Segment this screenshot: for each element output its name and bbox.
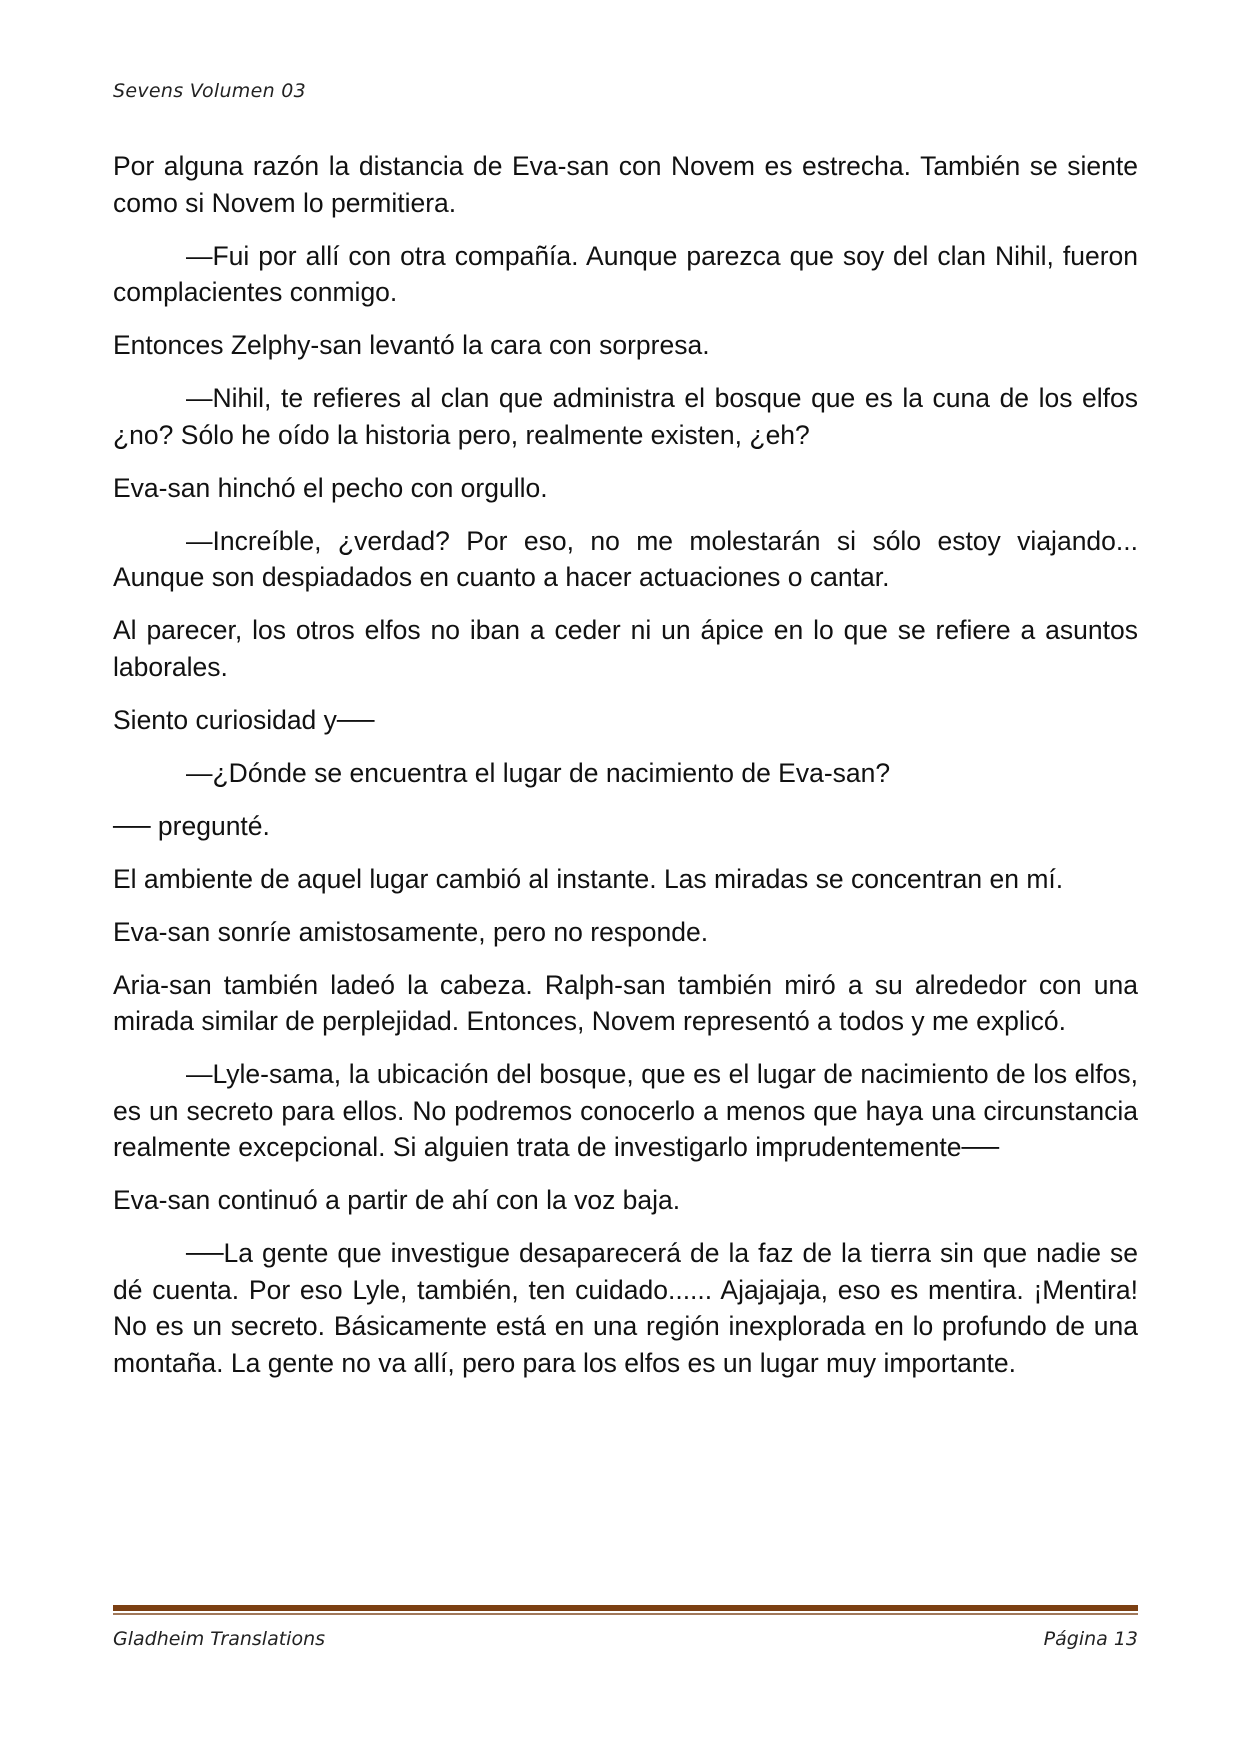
paragraph: Por alguna razón la distancia de Eva-san con Novem es estrecha. También se siente como si Novem lo permitiera. <box>113 151 1138 218</box>
footer-rule-thick <box>113 1605 1138 1611</box>
dialogue-paragraph: —Lyle-sama, la ubicación del bosque, que es el lugar de nacimiento de los elfos, es un secreto para ellos. No podremos conocerlo a menos que haya una circunstancia realmente excepcional. Si alguien trata de investigarlo imprudentemente── <box>113 1059 1138 1162</box>
paragraph: Al parecer, los otros elfos no iban a ceder ni un ápice en lo que se refiere a asuntos laborales. <box>113 615 1138 682</box>
dialogue-paragraph: —Nihil, te refieres al clan que administra el bosque que es la cuna de los elfos ¿no? Sólo he oído la historia pero, realmente existen, ¿eh? <box>113 383 1138 450</box>
paragraph: Eva-san continuó a partir de ahí con la voz baja. <box>113 1185 681 1215</box>
paragraph: ── pregunté. <box>113 810 270 841</box>
dialogue-paragraph: —¿Dónde se encuentra el lugar de nacimiento de Eva-san? <box>186 757 891 788</box>
running-footer <box>113 1628 1138 1650</box>
paragraph: Eva-san sonríe amistosamente, pero no responde. <box>113 916 709 947</box>
paragraph: Aria-san también ladeó la cabeza. Ralph-san también miró a su alrededor con una mirada similar de perplejidad. Entonces, Novem representó a todos y me explicó. <box>113 969 1138 1036</box>
paragraph: Siento curiosidad y── <box>113 704 375 735</box>
page-number: Página 13 <box>1043 1628 1138 1650</box>
paragraph: Entonces Zelphy-san levantó la cara con sorpresa. <box>113 330 710 360</box>
page-body <box>113 148 1138 1398</box>
footer-rule-thin <box>113 1613 1138 1615</box>
dialogue-paragraph: —Increíble, ¿verdad? Por eso, no me molestarán si sólo estoy viajando... Aunque son despiadados en cuanto a hacer actuaciones o cantar. <box>113 525 1138 592</box>
paragraph: El ambiente de aquel lugar cambió al instante. Las miradas se concentran en mí. <box>113 863 1064 894</box>
paragraph: Eva-san hinchó el pecho con orgullo. <box>113 472 548 503</box>
footer-publisher: Gladheim Translations <box>113 1628 326 1650</box>
footer-rule <box>113 1605 1138 1615</box>
dialogue-paragraph: ──La gente que investigue desaparecerá de la faz de la tierra sin que nadie se dé cuenta. Por eso Lyle, también, ten cuidado...... Ajajajaja, eso es mentira. ¡Mentira! No es un secreto. Básicamente está en una región inexplorada en lo profundo de una montaña. La gente no va allí, pero para los elfos es un lugar muy importante. <box>113 1238 1138 1378</box>
running-header: Sevens Volumen 03 <box>113 80 307 102</box>
dialogue-paragraph: —Fui por allí con otra compañía. Aunque parezca que soy del clan Nihil, fueron complacientes conmigo. <box>113 240 1138 307</box>
